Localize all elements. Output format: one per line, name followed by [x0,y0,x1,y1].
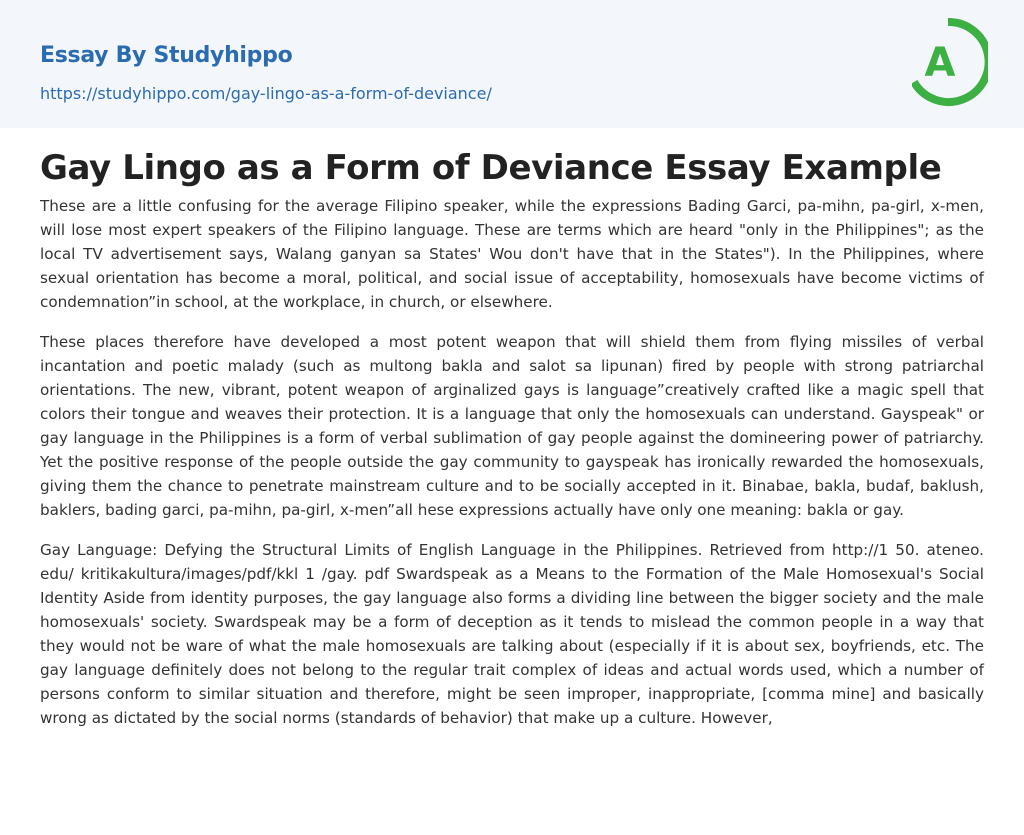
essay-body [40,194,984,746]
logo-icon[interactable] [912,18,988,108]
page-url-link[interactable]: https://studyhippo.com/gay-lingo-as-a-form-of-deviance/ [40,84,492,103]
logo-ring-icon [912,18,988,108]
essay-paragraph-2: These places therefore have developed a most potent weapon that will shield them from flying missiles of verbal incantation and poetic malady (such as multong bakla and salot sa lipunan) fired by people with strong patriarchal orientations. The new, vibrant, potent weapon of arginalized gays is language”creatively crafted like a magic spell that colors their tongue and weaves their protection. It is a language that only the homosexuals can understand. Gayspeak" or gay language in the Philippines is a form of verbal sublimation of gay people against the domineering power of patriarchy. Yet the positive response of the people outside the gay community to gayspeak has ironically rewarded the homosexuals, giving them the chance to penetrate mainstream culture and to be socially accepted in it. Binabae, bakla, budaf, baklush, baklers, bading garci, pa-mihn, pa-girl, x-men”all hese expressions actually have only one meaning: bakla or gay. [40,333,984,519]
logo-letter: A [924,40,956,86]
essay-paragraph-3: Gay Language: Defying the Structural Limits of English Language in the Philippines. Retrieved from http://1 50. ateneo. edu/ kritikakultura/images/pdf/kkl 1 /gay. pdf Swardspeak as a Means to the Formation of the Male Homosexual's Social Identity Aside from identity purposes, the gay language also forms a dividing line between the bigger society and the male homosexuals' society. Swardspeak may be a form of deception as it tends to mislead the common people in a way that they would not be ware of what the male homosexuals are talking about (especially if it is about sex, boyfriends, etc. The gay language definitely does not belong to the regular trait complex of ideas and actual words used, which a number of persons conform to similar situation and therefore, might be seen improper, inappropriate, [comma mine] and basically wrong as dictated by the social norms (standards of behavior) that make up a culture. However, [40,541,984,727]
page-title: Gay Lingo as a Form of Deviance Essay Example [40,148,942,188]
site-brand[interactable]: Essay By Studyhippo [40,43,293,68]
essay-paragraph-1: These are a little confusing for the average Filipino speaker, while the expressions Bading Garci, pa-mihn, pa-girl, x-men, will lose most expert speakers of the Filipino language. These are terms which are heard "only in the Philippines"; as the local TV advertisement says, Walang ganyan sa States' Wou don't have that in the States"). In the Philippines, where sexual orientation has become a moral, political, and social issue of acceptability, homosexuals have become victims of condemnation”in school, at the workplace, in church, or elsewhere. [40,197,984,311]
site-header [0,0,1024,128]
